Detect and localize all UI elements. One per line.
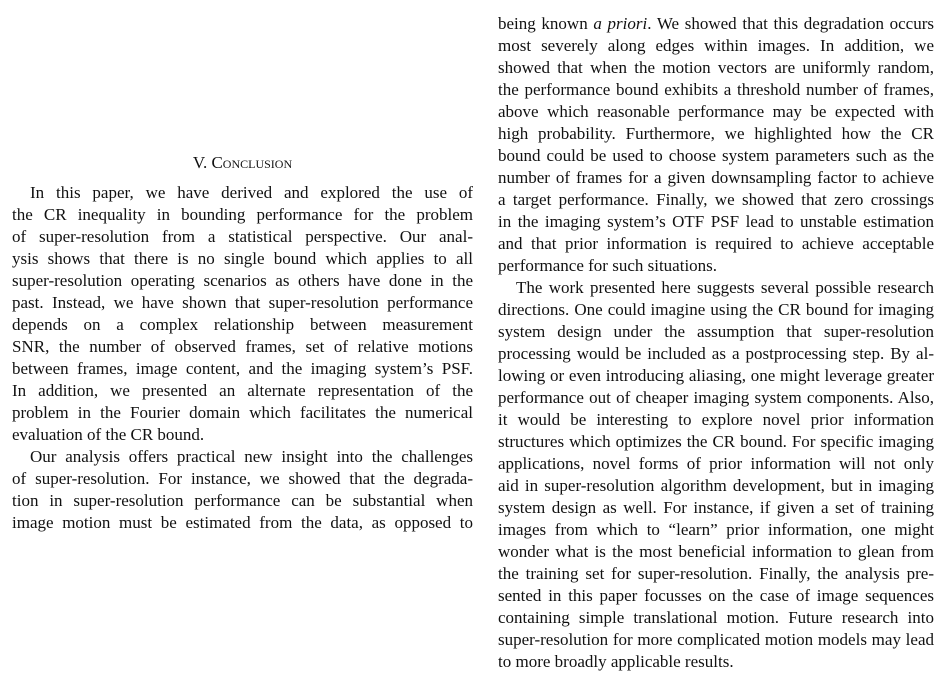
paragraph bbox=[12, 446, 473, 534]
text-line: in the imaging system’s OTF PSF lead to unstable estimation bbox=[498, 212, 934, 231]
paragraph bbox=[498, 13, 934, 277]
text-line: the performance bound exhibits a threshold number of frames, bbox=[498, 80, 934, 99]
paragraph bbox=[498, 277, 934, 673]
text-line: images from which to “learn” prior information, one might bbox=[498, 520, 934, 539]
text-line: wonder what is the most beneficial information to glean from bbox=[498, 542, 934, 561]
text-line: evaluation of the CR bound. bbox=[12, 425, 205, 444]
text-line: tion in super-resolution performance can be substantial when bbox=[12, 491, 473, 510]
text-line: of super-resolution from a statistical perspective. Our anal- bbox=[12, 227, 473, 246]
text-line: of super-resolution. For instance, we showed that the degrada- bbox=[12, 469, 473, 488]
right-body bbox=[498, 13, 934, 673]
text-line: In addition, we presented an alternate representation of the bbox=[12, 381, 473, 400]
text-line: containing simple translational motion. Future research into bbox=[498, 608, 934, 627]
text-line: past. Instead, we have shown that super-resolution performance bbox=[12, 293, 473, 312]
text-line: super-resolution for more complicated motion models may lead bbox=[498, 630, 934, 649]
italic-term: a priori bbox=[593, 14, 648, 33]
text-line: super-resolution operating scenarios as others have done in the bbox=[12, 271, 473, 290]
text-line: performance for such situations. bbox=[498, 256, 718, 275]
text-line: lowing or even introducing aliasing, one might leverage greater bbox=[498, 366, 934, 385]
text-line: number of frames for a given downsampling factor to achieve bbox=[498, 168, 934, 187]
text-line: Our analysis offers practical new insight into the challenges bbox=[30, 447, 473, 466]
text-line: to more broadly applicable results. bbox=[498, 652, 734, 671]
text-line: aid in super-resolution algorithm development, but in imaging bbox=[498, 476, 934, 495]
text-line: sented in this paper focusses on the case of image sequences bbox=[498, 586, 934, 605]
text-line: SNR, the number of observed frames, set of relative motions bbox=[12, 337, 473, 356]
text-line: performance out of cheaper imaging system components. Also, bbox=[498, 388, 934, 407]
text-line: showed that when the motion vectors are uniformly random, bbox=[498, 58, 934, 77]
text-line: depends on a complex relationship between measurement bbox=[12, 315, 473, 334]
section-title: Conclusion bbox=[211, 153, 293, 172]
text-line: applications, novel forms of prior information will not only bbox=[498, 454, 934, 473]
text-line: structures which optimizes the CR bound. For specific imaging bbox=[498, 432, 934, 451]
text-line: the training set for super-resolution. Finally, the analysis pre- bbox=[498, 564, 934, 583]
text-line: a target performance. Finally, we showed that zero crossings bbox=[498, 190, 934, 209]
text-line: between frames, image content, and the imaging system’s PSF. bbox=[12, 359, 473, 378]
text-line: and that prior information is required to achieve acceptable bbox=[498, 234, 934, 253]
text-line: system design under the assumption that super-resolution bbox=[498, 322, 934, 341]
left-body bbox=[12, 182, 473, 534]
text-line: being known a priori. We showed that this degradation occurs bbox=[498, 14, 934, 33]
text-line: The work presented here suggests several possible research bbox=[516, 278, 934, 297]
text-line: processing would be included as a postprocessing step. By al- bbox=[498, 344, 934, 363]
text-line: above which reasonable performance may be expected with bbox=[498, 102, 934, 121]
section-heading bbox=[12, 152, 473, 174]
text-line: image motion must be estimated from the data, as opposed to bbox=[12, 513, 473, 532]
text-line: bound could be used to choose system parameters such as the bbox=[498, 146, 934, 165]
text-line: ysis shows that there is no single bound which applies to all bbox=[12, 249, 473, 268]
text-line: high probability. Furthermore, we highlighted how the CR bbox=[498, 124, 934, 143]
paragraph bbox=[12, 182, 473, 446]
section-number: V. bbox=[192, 153, 208, 172]
text-line: directions. One could imagine using the CR bound for imaging bbox=[498, 300, 934, 319]
text-line: most severely along edges within images. In addition, we bbox=[498, 36, 934, 55]
text-line: problem in the Fourier domain which facilitates the numerical bbox=[12, 403, 473, 422]
text-line: the CR inequality in bounding performance for the problem bbox=[12, 205, 473, 224]
text-line: it would be interesting to explore novel prior information bbox=[498, 410, 934, 429]
text-line: In this paper, we have derived and explored the use of bbox=[30, 183, 473, 202]
text-line: system design as well. For instance, if given a set of training bbox=[498, 498, 934, 517]
